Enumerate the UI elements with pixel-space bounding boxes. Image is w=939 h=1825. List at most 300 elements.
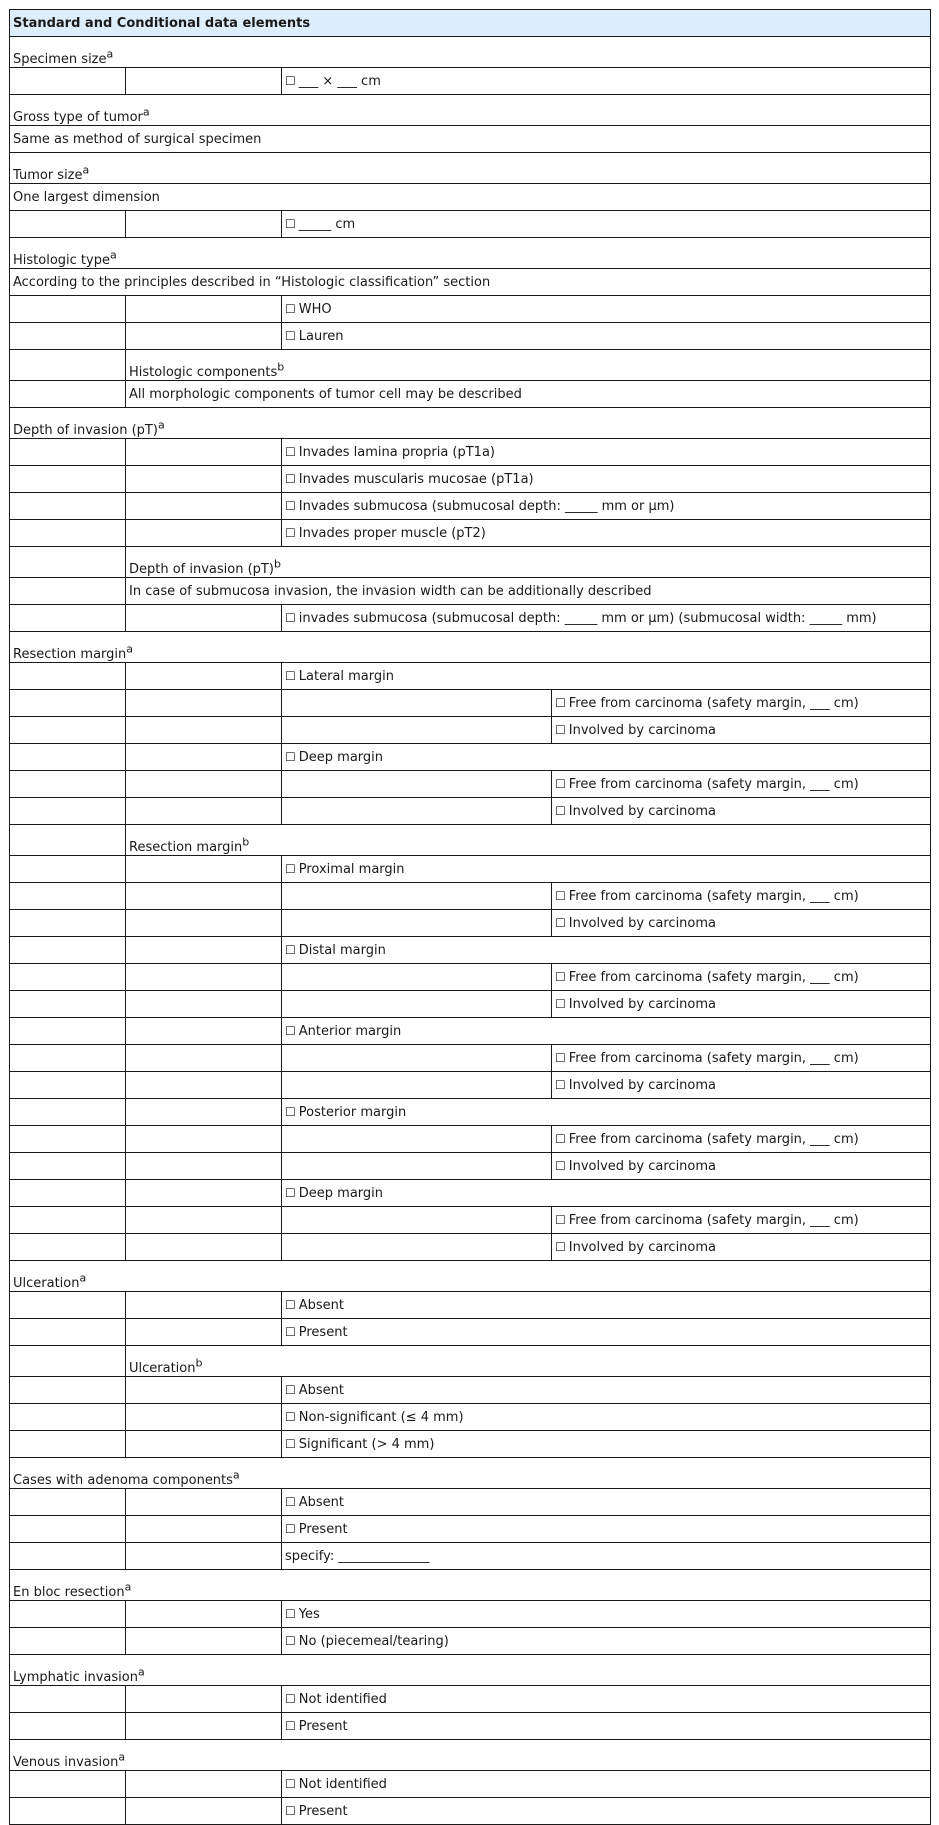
empty-cell	[126, 717, 282, 744]
option-label: WHO	[298, 301, 332, 317]
checkbox-option[interactable]	[282, 1404, 931, 1431]
empty-cell	[10, 547, 126, 578]
empty-cell	[10, 1126, 126, 1153]
checkbox-icon[interactable]: ☐	[555, 1212, 566, 1227]
section-row	[10, 1570, 931, 1601]
checkbox-icon[interactable]: ☐	[555, 915, 566, 930]
option-label: _____ cm	[298, 216, 356, 232]
empty-cell	[126, 323, 282, 350]
option-label: No (piecemeal/tearing)	[298, 1633, 449, 1649]
option-label: Involved by carcinoma	[568, 722, 717, 738]
empty-cell	[282, 690, 552, 717]
checkbox-icon[interactable]: ☐	[555, 1131, 566, 1146]
section-row	[10, 632, 931, 663]
empty-cell	[282, 1045, 552, 1072]
empty-cell	[126, 1543, 282, 1570]
empty-cell	[126, 1377, 282, 1404]
checkbox-option[interactable]	[552, 798, 931, 825]
section-heading	[10, 632, 931, 663]
checkbox-option[interactable]	[552, 883, 931, 910]
empty-cell	[10, 1234, 126, 1261]
option-row	[10, 1153, 931, 1180]
section-heading	[10, 37, 931, 68]
option-label: Free from carcinoma (safety margin, ___ cm)	[568, 1212, 859, 1228]
option-label: Free from carcinoma (safety margin, ___ cm)	[568, 1131, 859, 1147]
note-text: In case of submucosa invasion, the invasion width can be additionally described	[126, 578, 931, 605]
section-heading	[10, 1740, 931, 1771]
section-row	[10, 1458, 931, 1489]
footnote-marker: a	[79, 1271, 87, 1285]
checkbox-icon[interactable]: ☐	[285, 1494, 296, 1509]
empty-cell	[10, 605, 126, 632]
option-row	[10, 1377, 931, 1404]
empty-cell	[126, 1072, 282, 1099]
section-heading	[10, 1570, 931, 1601]
option-label: Significant (> 4 mm)	[298, 1436, 435, 1452]
section-heading-text: Histologic type	[13, 253, 110, 268]
option-label: Involved by carcinoma	[568, 915, 717, 931]
section-row	[10, 350, 931, 381]
empty-cell	[10, 910, 126, 937]
empty-cell	[10, 1713, 126, 1740]
option-label: Absent	[298, 1382, 345, 1398]
section-heading-text: En bloc resection	[13, 1585, 125, 1600]
option-row	[10, 798, 931, 825]
empty-cell	[10, 1319, 126, 1346]
section-heading-text: Histologic components	[129, 365, 278, 380]
section-row	[10, 238, 931, 269]
option-label: Absent	[298, 1494, 345, 1510]
option-label: Lauren	[298, 328, 344, 344]
empty-cell	[126, 1431, 282, 1458]
option-row	[10, 883, 931, 910]
empty-cell	[10, 690, 126, 717]
option-label: invades submucosa (submucosal depth: _____ mm or μm) (submucosal width: _____ mm)	[298, 610, 877, 626]
empty-cell	[126, 1686, 282, 1713]
checkbox-option[interactable]	[282, 323, 931, 350]
empty-cell	[10, 1180, 126, 1207]
option-label: Deep margin	[298, 749, 384, 765]
checkbox-icon[interactable]: ☐	[285, 444, 296, 459]
option-row	[10, 1099, 931, 1126]
section-heading-text: Gross type of tumor	[13, 110, 143, 125]
empty-cell	[126, 1601, 282, 1628]
checkbox-option[interactable]	[282, 1798, 931, 1825]
option-label: Present	[298, 1718, 348, 1734]
option-row	[10, 1319, 931, 1346]
checkbox-option[interactable]	[552, 771, 931, 798]
option-row	[10, 1045, 931, 1072]
empty-cell	[282, 883, 552, 910]
option-row	[10, 1431, 931, 1458]
note-row	[10, 578, 931, 605]
option-row	[10, 1292, 931, 1319]
option-label: Present	[298, 1803, 348, 1819]
empty-cell	[10, 1346, 126, 1377]
footnote-marker: a	[126, 642, 133, 656]
section-row	[10, 95, 931, 126]
empty-cell	[10, 1431, 126, 1458]
empty-cell	[10, 296, 126, 323]
section-heading-text: Tumor size	[13, 168, 83, 183]
section-heading-text: Venous invasion	[13, 1755, 119, 1770]
note-row	[10, 126, 931, 153]
checkbox-option[interactable]	[282, 937, 931, 964]
checkbox-icon[interactable]: ☐	[285, 1606, 296, 1621]
empty-cell	[10, 578, 126, 605]
option-row	[10, 690, 931, 717]
option-row	[10, 1126, 931, 1153]
checkbox-option[interactable]	[282, 856, 931, 883]
checkbox-icon[interactable]: ☐	[285, 525, 296, 540]
option-label: Involved by carcinoma	[568, 1077, 717, 1093]
option-row	[10, 1404, 931, 1431]
option-row	[10, 744, 931, 771]
checkbox-option[interactable]	[282, 1686, 931, 1713]
section-row	[10, 1655, 931, 1686]
footnote-marker: b	[277, 360, 285, 374]
option-label: Present	[298, 1521, 348, 1537]
option-row	[10, 964, 931, 991]
option-label: Involved by carcinoma	[568, 996, 717, 1012]
section-heading	[126, 1346, 931, 1377]
checkbox-icon[interactable]: ☐	[555, 888, 566, 903]
empty-cell	[126, 466, 282, 493]
empty-cell	[126, 1628, 282, 1655]
empty-cell	[282, 991, 552, 1018]
footnote-marker: a	[82, 163, 90, 177]
checkbox-option[interactable]	[552, 1072, 931, 1099]
empty-cell	[126, 937, 282, 964]
option-label: Absent	[298, 1297, 345, 1313]
checkbox-option[interactable]	[552, 1207, 931, 1234]
option-row	[10, 663, 931, 690]
table-header-row	[10, 10, 931, 37]
checkbox-option[interactable]	[282, 520, 931, 547]
option-row	[10, 1516, 931, 1543]
empty-cell	[126, 1404, 282, 1431]
checkbox-icon[interactable]: ☐	[285, 1324, 296, 1339]
checkbox-option[interactable]	[552, 1234, 931, 1261]
empty-cell	[126, 910, 282, 937]
empty-cell	[126, 1126, 282, 1153]
option-label: Non-significant (≤ 4 mm)	[298, 1409, 464, 1425]
checkbox-icon[interactable]: ☐	[285, 471, 296, 486]
checkbox-option[interactable]	[552, 1153, 931, 1180]
checkbox-icon[interactable]: ☐	[285, 749, 296, 764]
checkbox-option[interactable]	[282, 1516, 931, 1543]
empty-cell	[126, 296, 282, 323]
footnote-marker: b	[273, 557, 281, 571]
empty-cell	[10, 1018, 126, 1045]
option-row	[10, 1180, 931, 1207]
checkbox-option[interactable]	[282, 1180, 931, 1207]
checkbox-icon[interactable]: ☐	[555, 722, 566, 737]
section-row	[10, 825, 931, 856]
option-row	[10, 856, 931, 883]
section-heading	[10, 1261, 931, 1292]
empty-cell	[10, 1099, 126, 1126]
option-row	[10, 1489, 931, 1516]
section-heading	[126, 547, 931, 578]
empty-cell	[126, 1489, 282, 1516]
empty-cell	[282, 910, 552, 937]
checkbox-icon[interactable]: ☐	[555, 1158, 566, 1173]
checkbox-icon[interactable]: ☐	[285, 1718, 296, 1733]
empty-cell	[282, 1153, 552, 1180]
empty-cell	[282, 1234, 552, 1261]
checkbox-option[interactable]	[282, 663, 931, 690]
footnote-marker: a	[232, 1468, 240, 1482]
checkbox-option[interactable]	[552, 1045, 931, 1072]
checkbox-option[interactable]	[282, 211, 931, 238]
empty-cell	[126, 1207, 282, 1234]
option-row	[10, 1601, 931, 1628]
option-row	[10, 910, 931, 937]
checkbox-icon[interactable]: ☐	[555, 695, 566, 710]
checkbox-option[interactable]	[552, 910, 931, 937]
checkbox-icon[interactable]: ☐	[555, 1050, 566, 1065]
checkbox-option[interactable]	[282, 1319, 931, 1346]
checkbox-icon[interactable]: ☐	[285, 861, 296, 876]
checkbox-icon[interactable]: ☐	[285, 610, 296, 625]
checkbox-icon[interactable]: ☐	[555, 1239, 566, 1254]
option-row	[10, 1072, 931, 1099]
section-heading	[10, 95, 931, 126]
section-row	[10, 1346, 931, 1377]
option-label: Proximal margin	[298, 861, 405, 877]
option-label: Invades submucosa (submucosal depth: _____ mm or μm)	[298, 498, 675, 514]
section-heading-text: Lymphatic invasion	[13, 1670, 138, 1685]
section-heading-text: Cases with adenoma components	[13, 1473, 233, 1488]
checkbox-option[interactable]	[282, 1713, 931, 1740]
empty-cell	[126, 663, 282, 690]
empty-cell	[10, 717, 126, 744]
empty-cell	[126, 1180, 282, 1207]
empty-cell	[282, 798, 552, 825]
empty-cell	[126, 1292, 282, 1319]
empty-cell	[282, 1126, 552, 1153]
section-heading-text: Depth of invasion (pT)	[129, 562, 274, 577]
empty-cell	[126, 1153, 282, 1180]
note-row	[10, 269, 931, 296]
empty-cell	[126, 605, 282, 632]
empty-cell	[10, 1072, 126, 1099]
empty-cell	[282, 771, 552, 798]
section-row	[10, 1740, 931, 1771]
option-row	[10, 1628, 931, 1655]
empty-cell	[10, 1489, 126, 1516]
checkbox-option[interactable]	[282, 1431, 931, 1458]
empty-cell	[10, 1516, 126, 1543]
option-row	[10, 1234, 931, 1261]
option-label: Free from carcinoma (safety margin, ___ cm)	[568, 695, 859, 711]
empty-cell	[10, 744, 126, 771]
option-label: Lateral margin	[298, 668, 394, 684]
footnote-marker: a	[137, 1665, 145, 1679]
empty-cell	[282, 964, 552, 991]
footnote-marker: a	[124, 1580, 132, 1594]
option-label: Deep margin	[298, 1185, 384, 1201]
option-label: ___ × ___ cm	[298, 73, 381, 89]
checkbox-icon[interactable]: ☐	[285, 1776, 296, 1791]
empty-cell	[126, 883, 282, 910]
empty-cell	[10, 1404, 126, 1431]
checkbox-icon[interactable]: ☐	[285, 1803, 296, 1818]
checkbox-option[interactable]	[282, 1099, 931, 1126]
checkbox-icon[interactable]: ☐	[555, 996, 566, 1011]
option-row	[10, 323, 931, 350]
empty-cell	[126, 964, 282, 991]
checkbox-icon[interactable]: ☐	[285, 1382, 296, 1397]
empty-cell	[10, 964, 126, 991]
option-row	[10, 771, 931, 798]
checkbox-option[interactable]	[282, 466, 931, 493]
table-title: Standard and Conditional data elements	[10, 10, 931, 37]
checkbox-icon[interactable]: ☐	[555, 1077, 566, 1092]
checkbox-option[interactable]	[282, 1489, 931, 1516]
option-label: Free from carcinoma (safety margin, ___ cm)	[568, 969, 859, 985]
empty-cell	[10, 493, 126, 520]
empty-cell	[10, 856, 126, 883]
section-heading-text: Specimen size	[13, 52, 107, 67]
checkbox-option[interactable]	[282, 493, 931, 520]
section-heading	[126, 350, 931, 381]
checkbox-icon[interactable]: ☐	[285, 1104, 296, 1119]
section-heading	[10, 238, 931, 269]
data-elements-table	[9, 9, 931, 1825]
checkbox-icon[interactable]: ☐	[555, 776, 566, 791]
checkbox-option[interactable]	[282, 1292, 931, 1319]
empty-cell	[10, 520, 126, 547]
section-row	[10, 153, 931, 184]
section-row	[10, 408, 931, 439]
option-label: Free from carcinoma (safety margin, ___ cm)	[568, 776, 859, 792]
option-row	[10, 68, 931, 95]
checkbox-icon[interactable]: ☐	[285, 328, 296, 343]
option-row	[10, 717, 931, 744]
empty-cell	[10, 381, 126, 408]
empty-cell	[126, 439, 282, 466]
checkbox-icon[interactable]: ☐	[285, 498, 296, 513]
empty-cell	[10, 883, 126, 910]
empty-cell	[10, 771, 126, 798]
empty-cell	[10, 1292, 126, 1319]
empty-cell	[282, 1072, 552, 1099]
checkbox-icon[interactable]: ☐	[285, 1633, 296, 1648]
section-heading-text: Ulceration	[13, 1276, 80, 1291]
empty-cell	[126, 991, 282, 1018]
empty-cell	[10, 663, 126, 690]
checkbox-option[interactable]	[282, 1601, 931, 1628]
empty-cell	[126, 68, 282, 95]
empty-cell	[126, 520, 282, 547]
option-row	[10, 1018, 931, 1045]
option-label: Present	[298, 1324, 348, 1340]
option-row	[10, 466, 931, 493]
footnote-marker: b	[242, 835, 250, 849]
option-row	[10, 520, 931, 547]
checkbox-icon[interactable]: ☐	[285, 1409, 296, 1424]
option-label: Involved by carcinoma	[568, 803, 717, 819]
checkbox-icon[interactable]: ☐	[285, 1023, 296, 1038]
checkbox-option[interactable]	[282, 1377, 931, 1404]
checkbox-option[interactable]	[282, 68, 931, 95]
empty-cell	[10, 1601, 126, 1628]
checkbox-icon[interactable]: ☐	[555, 803, 566, 818]
checkbox-option[interactable]	[282, 605, 931, 632]
checkbox-icon[interactable]: ☐	[285, 301, 296, 316]
option-label: Free from carcinoma (safety margin, ___ cm)	[568, 1050, 859, 1066]
empty-cell	[10, 1207, 126, 1234]
checkbox-icon[interactable]: ☐	[285, 1436, 296, 1451]
empty-cell	[10, 937, 126, 964]
checkbox-icon[interactable]: ☐	[285, 1297, 296, 1312]
checkbox-option[interactable]	[282, 439, 931, 466]
checkbox-option[interactable]	[282, 1771, 931, 1798]
empty-cell	[126, 493, 282, 520]
checkbox-option[interactable]	[282, 1018, 931, 1045]
empty-cell	[126, 211, 282, 238]
empty-cell	[10, 1377, 126, 1404]
option-row	[10, 1798, 931, 1825]
section-heading-text: Depth of invasion (pT)	[13, 423, 158, 438]
checkbox-option[interactable]	[552, 991, 931, 1018]
empty-cell	[126, 1319, 282, 1346]
checkbox-option[interactable]	[552, 717, 931, 744]
checkbox-icon[interactable]: ☐	[285, 1185, 296, 1200]
checkbox-icon[interactable]: ☐	[285, 216, 296, 231]
empty-cell	[126, 1234, 282, 1261]
empty-cell	[126, 1771, 282, 1798]
checkbox-icon[interactable]: ☐	[285, 1521, 296, 1536]
section-row	[10, 37, 931, 68]
checkbox-option[interactable]	[552, 1126, 931, 1153]
checkbox-option[interactable]	[552, 690, 931, 717]
section-heading	[126, 825, 931, 856]
option-label: Involved by carcinoma	[568, 1158, 717, 1174]
option-row	[10, 1713, 931, 1740]
note-text: Same as method of surgical specimen	[10, 126, 931, 153]
empty-cell	[126, 690, 282, 717]
empty-cell	[282, 1207, 552, 1234]
checkbox-icon[interactable]: ☐	[285, 73, 296, 88]
checkbox-icon[interactable]: ☐	[285, 668, 296, 683]
empty-cell	[126, 771, 282, 798]
footnote-marker: a	[142, 105, 150, 119]
option-row	[10, 439, 931, 466]
checkbox-option[interactable]	[282, 744, 931, 771]
empty-cell	[10, 350, 126, 381]
checkbox-option[interactable]	[552, 964, 931, 991]
section-row	[10, 547, 931, 578]
note-row	[10, 184, 931, 211]
empty-cell	[10, 466, 126, 493]
note-row	[10, 381, 931, 408]
empty-cell	[10, 1543, 126, 1570]
footnote-marker: a	[106, 47, 114, 61]
option-label: Distal margin	[298, 942, 386, 958]
empty-cell	[10, 1628, 126, 1655]
checkbox-icon[interactable]: ☐	[285, 1691, 296, 1706]
checkbox-icon[interactable]: ☐	[285, 942, 296, 957]
specify-field[interactable]	[282, 1543, 931, 1570]
checkbox-option[interactable]	[282, 296, 931, 323]
checkbox-icon[interactable]: ☐	[555, 969, 566, 984]
checkbox-option[interactable]	[282, 1628, 931, 1655]
note-text: According to the principles described in “Histologic classification” section	[10, 269, 931, 296]
option-label: Not identified	[298, 1691, 387, 1707]
